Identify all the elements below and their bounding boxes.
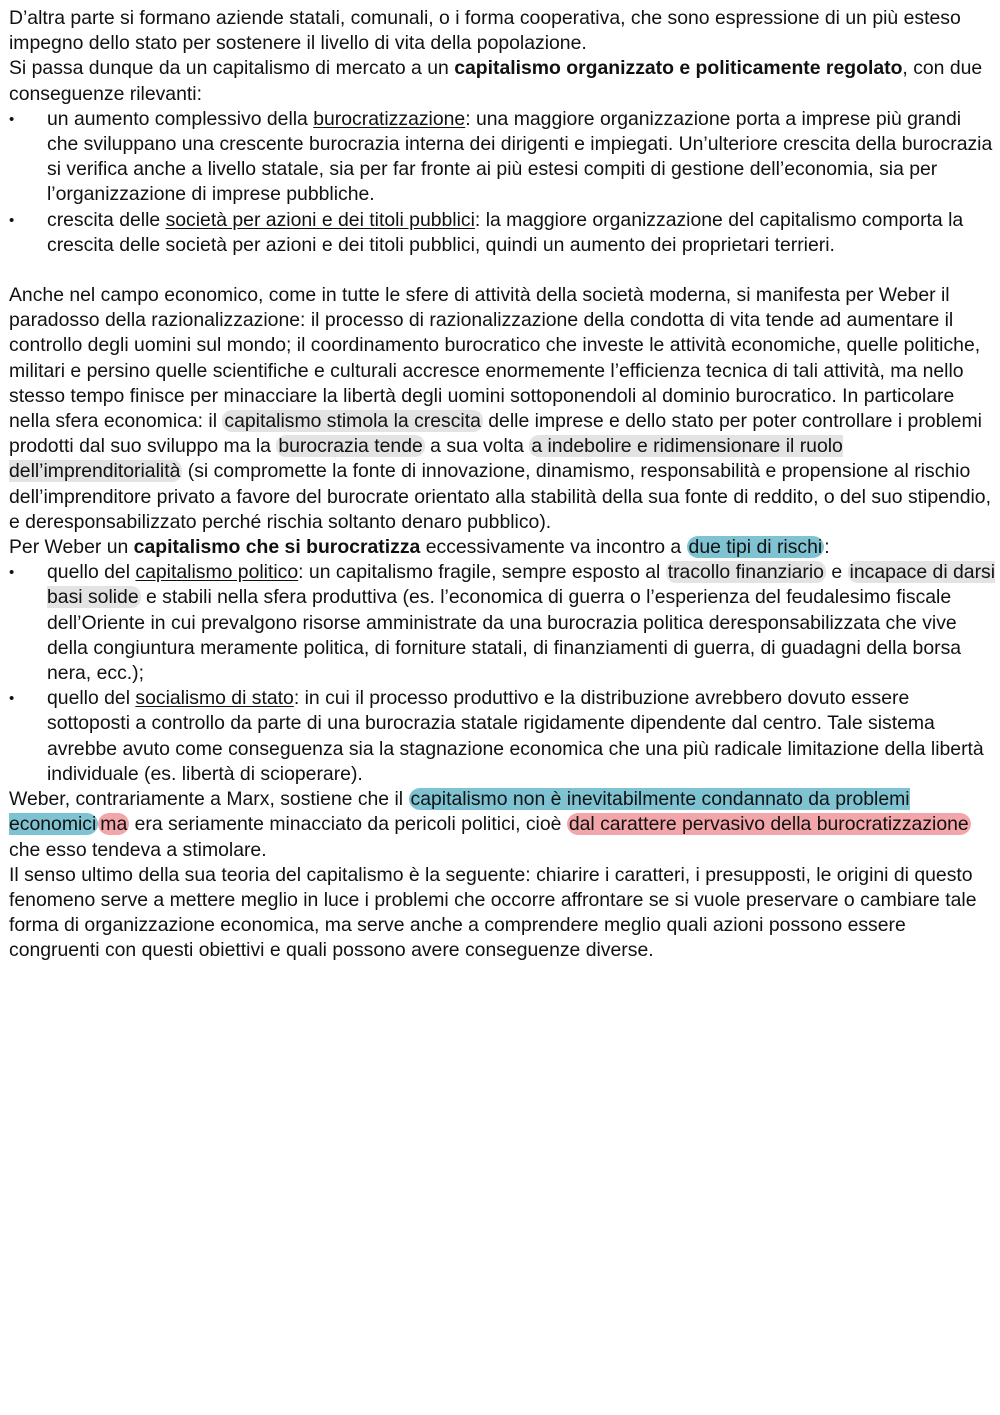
list-item [9, 560, 996, 686]
text-segment: un aumento complessivo della [47, 107, 314, 130]
paragraph-rationalization-paradox [9, 283, 996, 535]
list-item [9, 107, 996, 208]
list-item [9, 208, 996, 258]
bold-term: capitalismo che si burocratizza [133, 536, 421, 559]
text-segment: : la maggiore organizzazione del capitalismo comporta la crescita delle società per azioni e dei titoli pubblici, quindi un aumento dei proprietari terrieri. [47, 208, 964, 256]
text-segment: : un capitalismo fragile, sempre esposto al [298, 561, 666, 584]
paragraph-spacer [9, 258, 996, 283]
consequences-list [9, 107, 996, 258]
highlight-blue: due tipi di rischi [688, 536, 823, 559]
text-segment: crescita delle [47, 208, 166, 231]
text-segment: : [824, 536, 830, 559]
highlight-gray: tracollo finanziario [667, 561, 824, 584]
paragraph-state-enterprises: D’altra parte si formano aziende statali, comunali, o i forma cooperativa, che sono espressione di un più esteso impegno dello stato per sostenere il livello di vita della popolazione. [9, 7, 961, 55]
highlight-red: ma [100, 813, 128, 836]
text-segment: (si compromette la fonte di innovazione, dinamismo, responsabilità e propensione al rischio dell’imprenditore privato a favore del burocrate orientato alla stabilità della sua fonte di reddito, o del suo stipendio, e deresponsabilizzato perché rischia soltanto denaro pubblico). [9, 460, 991, 533]
text-segment: che esso tendeva a stimolare. [9, 838, 267, 861]
highlight-red: dal carattere pervasivo della burocratizzazione [568, 813, 969, 836]
text-segment: , con due conseguenze rilevanti: [9, 57, 983, 105]
bold-term: capitalismo organizzato e politicamente regolato [454, 57, 903, 80]
text-segment: quello del [47, 561, 136, 584]
underlined-term: burocratizzazione [313, 107, 466, 130]
text-segment: e [825, 561, 848, 584]
text-segment: e stabili nella sfera produttiva (es. l’economica di guerra o l’esperienza del feudalesimo fiscale dell’Oriente in cui prevalgono risorse amministrate da una burocrazia politica deresponsabilizzata che vive della congiuntura meramente politica, di forniture statali, di finanziamenti di guerra, di guadagni della borsa nera, ecc.); [47, 586, 962, 685]
highlight-gray: burocrazia tende [278, 435, 423, 458]
text-segment: Weber, contrariamente a Marx, sostiene che il [9, 788, 409, 811]
text-segment: quello del [47, 687, 136, 710]
text-segment: delle imprese e dello stato per poter controllare i problemi prodotti dal suo sviluppo ma la [9, 410, 982, 458]
paragraph-weber-vs-marx [9, 787, 996, 863]
highlight-gray: capitalismo stimola la crescita [224, 410, 481, 433]
text-segment: era seriamente minacciato da pericoli politici, cioè [129, 813, 567, 836]
text-segment: Si passa dunque da un capitalismo di mercato a un [9, 57, 455, 80]
underlined-term: società per azioni e dei titoli pubblici [165, 208, 475, 231]
text-segment: : in cui il processo produttivo e la distribuzione avrebbero dovuto essere sottoposti a controllo da parte di una burocrazia statale rigidamente dipendente dal centro. Tale sistema avrebbe avuto come conseguenza sia la stagnazione economica che una più radicale limitazione della libertà individuale (es. libertà di scioperare). [47, 687, 984, 785]
text-segment: Anche nel campo economico, come in tutte le sfere di attività della società moderna, si manifesta per Weber il paradosso della razionalizzazione: il processo di razionalizzazione della condotta di vita tende ad aumentare il controllo degli uomini sul mondo; il coordinamento burocratico che investe le attività economiche, quelle politiche, militari e persino quelle scientifiche e culturali accresce enormemente l’efficienza tecnica di tali attività, ma nello stesso tempo finisce per minacciare la libertà degli uomini sottoponendoli al dominio burocratico. In particolare nella sfera economica: il [9, 284, 981, 433]
paragraph-organized-capitalism [9, 56, 996, 106]
text-segment: Per Weber un [9, 536, 134, 559]
list-item [9, 686, 996, 787]
text-segment: eccessivamente va incontro a [420, 536, 687, 559]
paragraph-conclusion: Il senso ultimo della sua teoria del capitalismo è la seguente: chiarire i caratteri, i presupposti, le origini di questo fenomeno serve a mettere meglio in luce i problemi che occorre affrontare se si vuole preservare o cambiare tale forma di organizzazione economica, ma serve anche a comprendere meglio quali azioni possono essere congruenti con questi obiettivi e quali possono avere conseguenze diverse. [9, 863, 977, 962]
highlight-gray: a indebolire e ridimensionare il ruolo dell’imprenditorialità [9, 435, 843, 483]
underlined-term: socialismo di stato [135, 687, 294, 710]
highlight-blue: capitalismo non è inevitabilmente condannato da problemi economici [9, 788, 910, 836]
underlined-term: capitalismo politico [135, 561, 299, 584]
risks-list [9, 560, 996, 787]
text-segment: a sua volta [424, 435, 530, 458]
text-segment: : una maggiore organizzazione porta a imprese più grandi che sviluppano una crescente burocrazia interna dei dirigenti e impiegati. Un’ulteriore crescita della burocrazia si verifica anche a livello statale, sia per far fronte ai più estesi compiti di gestione dell’economia, sia per l’organizzazione di imprese pubbliche. [47, 107, 993, 206]
highlight-gray: incapace di darsi basi solide [47, 561, 996, 609]
paragraph-risks [9, 535, 996, 560]
